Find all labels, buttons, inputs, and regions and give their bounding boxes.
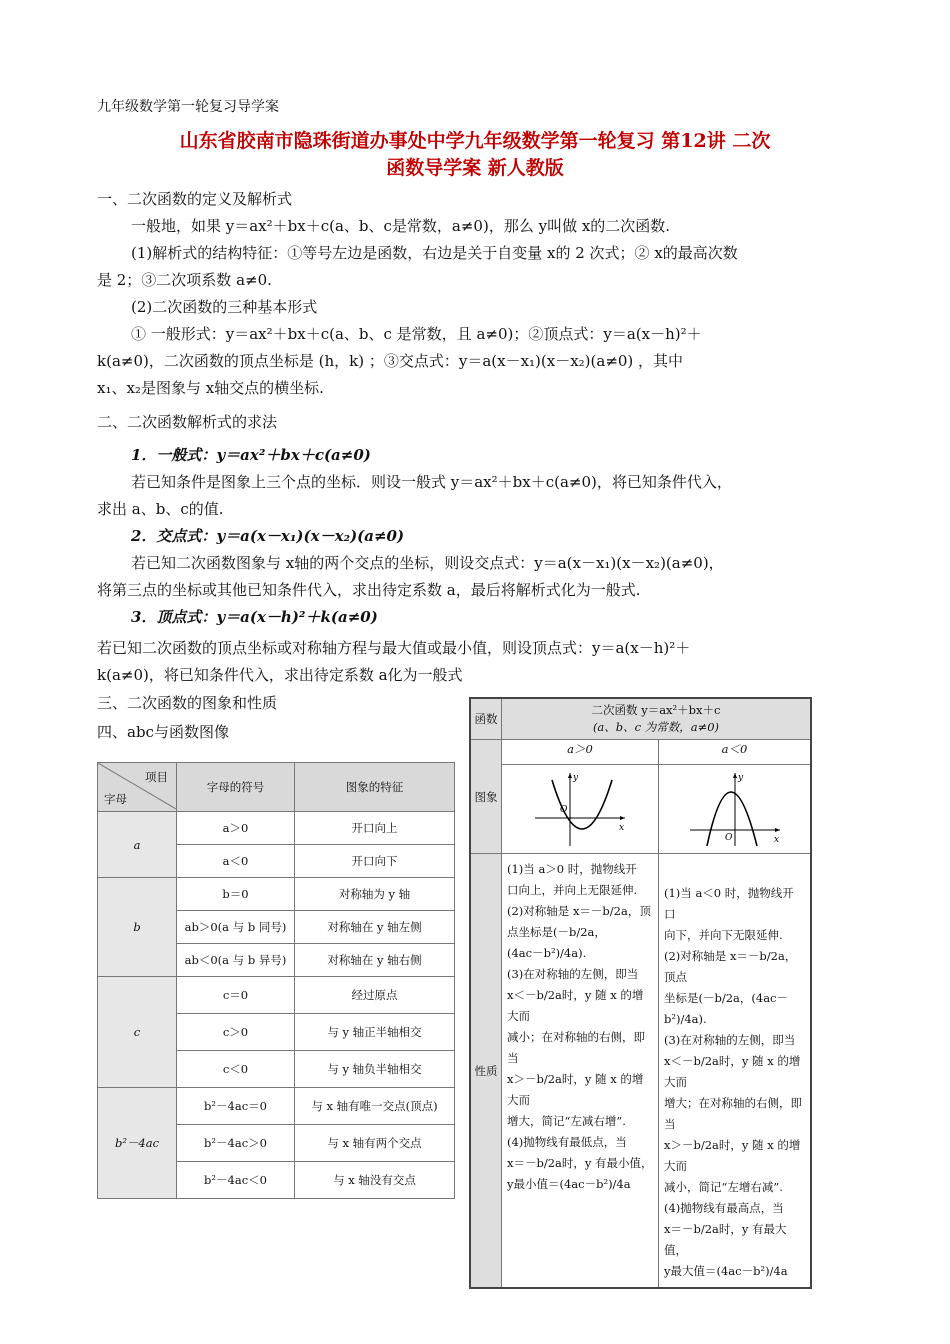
diagonal-header-cell <box>98 763 177 812</box>
sign-cell: c＞0 <box>177 1014 295 1051</box>
feature-cell: 开口向上 <box>295 812 455 845</box>
header-feature: 图象的特征 <box>295 763 455 812</box>
sign-cell: b²－4ac＞0 <box>177 1125 295 1162</box>
feature-cell: 与 y 轴正半轴相交 <box>295 1014 455 1051</box>
property-line: 向下，并向下无限延伸. <box>664 928 783 942</box>
section-2-heading: 二、二次函数解析式的求法 <box>97 413 278 431</box>
axis-x-label: x <box>619 822 625 833</box>
parabola-up-icon <box>530 768 630 848</box>
property-line: (2)对称轴是 x＝－b/2a，顶 <box>507 904 651 918</box>
header-item: 项目 <box>145 770 168 784</box>
method-2-title: 2．交点式：y＝a(x－x₁)(x－x₂)(a≠0) <box>131 527 405 545</box>
feature-cell: 对称轴在 y 轴左侧 <box>295 911 455 944</box>
property-line: x＜－b/2a时，y 随 x 的增大而 <box>507 988 644 1023</box>
group-a: a <box>98 812 177 878</box>
graph-down <box>659 765 812 854</box>
forms-line-1: ① 一般形式：y＝ax²＋bx＋c(a、b、c 是常数，且 a≠0)；②顶点式：y＝a(x－h)²＋ <box>131 325 702 343</box>
method-1-line-1: 若已知条件是图象上三个点的坐标．则设一般式 y＝ax²＋bx＋c(a≠0)，将已知条件代入， <box>131 473 732 491</box>
sign-cell: c＝0 <box>177 977 295 1014</box>
forms-line-3: x₁、x₂是图象与 x轴交点的横坐标. <box>97 379 324 397</box>
method-1-line-2: 求出 a、b、c的值. <box>97 500 224 518</box>
property-line: (3)在对称轴的左侧，即当 <box>507 967 639 981</box>
axis-y-label: y <box>573 772 579 783</box>
props-a-negative-text <box>660 855 809 1286</box>
graph-up <box>502 765 659 854</box>
property-line: 口向上，并向上无限延伸. <box>507 883 638 897</box>
doc-header: 九年级数学第一轮复习导学案 <box>97 99 279 115</box>
method-3-line-2: k(a≠0)，将已知条件代入，求出待定系数 a化为一般式 <box>97 666 463 684</box>
group-c: c <box>98 977 177 1088</box>
parabola-down-icon <box>685 768 785 848</box>
method-3-title: 3．顶点式：y＝a(x－h)²＋k(a≠0) <box>131 608 378 626</box>
forms-heading: (2)二次函数的三种基本形式 <box>131 298 318 316</box>
sign-cell: ab＞0(a 与 b 同号) <box>177 911 295 944</box>
property-line: x＜－b/2a时，y 随 x 的增大而 <box>664 1054 801 1089</box>
section-4-heading: 四、abc与函数图像 <box>97 723 229 741</box>
group-discriminant: b²－4ac <box>98 1088 177 1199</box>
property-line: (2)对称轴是 x＝－b/2a，顶点 <box>664 949 797 984</box>
sign-cell: a＞0 <box>177 812 295 845</box>
props-a-positive-text <box>503 855 657 1199</box>
property-line: x＞－b/2a时，y 随 x 的增大而 <box>507 1072 644 1107</box>
definition-paragraph: 一般地，如果 y＝ax²＋bx＋c(a、b、c是常数，a≠0)，那么 y叫做 x的二次函数. <box>131 217 671 235</box>
doc-title-line2: 函数导学案 新人教版 <box>386 157 564 179</box>
feature-cell: 对称轴在 y 轴右侧 <box>295 944 455 977</box>
abc-table <box>97 762 455 1199</box>
property-line: (4ac－b²)/4a). <box>507 946 587 960</box>
header-letter: 字母 <box>104 792 127 806</box>
func-subtitle: (a、b、c 为常数，a≠0) <box>592 720 720 734</box>
col-a-negative: a＜0 <box>659 740 812 765</box>
quadratic-properties-table <box>469 697 812 1289</box>
method-1-title: 1．一般式：y＝ax²＋bx＋c(a≠0) <box>131 446 371 464</box>
sign-cell: b＝0 <box>177 878 295 911</box>
sign-cell: c＜0 <box>177 1051 295 1088</box>
sign-cell: a＜0 <box>177 845 295 878</box>
property-line: y最大值＝(4ac－b²)/4a <box>664 1264 788 1278</box>
property-line: (1)当 a＜0 时，抛物线开口 <box>664 886 794 921</box>
feature-cell: 对称轴为 y 轴 <box>295 878 455 911</box>
graph-label: 图象 <box>470 740 502 854</box>
axis-x-label: x <box>773 834 779 845</box>
sign-cell: b²－4ac＝0 <box>177 1088 295 1125</box>
feature-cell: 与 x 轴没有交点 <box>295 1162 455 1199</box>
property-line: 减小；在对称轴的右侧，即当 <box>507 1030 645 1065</box>
property-line: (1)当 a＞0 时，抛物线开 <box>507 862 637 876</box>
feature-cell: 开口向下 <box>295 845 455 878</box>
method-3-line-1: 若已知二次函数的顶点坐标或对称轴方程与最大值或最小值，则设顶点式：y＝a(x－h)²＋ <box>97 639 691 657</box>
props-a-negative <box>659 854 812 1289</box>
section-3-heading: 三、二次函数的图象和性质 <box>97 694 278 712</box>
feature-cell: 与 y 轴负半轴相交 <box>295 1051 455 1088</box>
group-b: b <box>98 878 177 977</box>
property-line: 点坐标是(－b/2a， <box>507 925 606 939</box>
property-line: 坐标是(－b/2a，(4ac－b²)/4a). <box>664 991 788 1026</box>
props-a-positive <box>502 854 659 1289</box>
origin-label: O <box>560 804 568 815</box>
feature-cell: 与 x 轴有唯一交点(顶点) <box>295 1088 455 1125</box>
structure-line-1: (1)解析式的结构特征：①等号左边是函数，右边是关于自变量 x的 2 次式；② x的最高次数 <box>131 244 738 262</box>
method-2-line-1: 若已知二次函数图象与 x轴的两个交点的坐标，则设交点式：y＝a(x－x₁)(x－x₂)(a≠0)， <box>131 554 724 572</box>
feature-cell: 与 x 轴有两个交点 <box>295 1125 455 1162</box>
structure-line-2: 是 2；③二次项系数 a≠0. <box>97 271 272 289</box>
header-sign: 字母的符号 <box>177 763 295 812</box>
property-line: 增大；在对称轴的右侧，即当 <box>664 1096 802 1131</box>
doc-title-line1: 山东省胶南市隐珠街道办事处中学九年级数学第一轮复习 第12讲 二次 <box>179 130 771 152</box>
sign-cell: b²－4ac＜0 <box>177 1162 295 1199</box>
property-line: (4)抛物线有最低点，当 <box>507 1135 627 1149</box>
property-line: x＝－b/2a时，y 有最小值， <box>507 1156 653 1170</box>
property-line: x＝－b/2a时，y 有最大值， <box>664 1222 787 1257</box>
func-header <box>502 698 812 740</box>
feature-cell: 经过原点 <box>295 977 455 1014</box>
forms-line-2: k(a≠0)，二次函数的顶点坐标是 (h，k) ；③交点式：y＝a(x－x₁)(x－x₂)(a≠0) ，其中 <box>97 352 684 370</box>
property-line: 减小，简记“左增右减”. <box>664 1180 783 1194</box>
property-line: 增大，简记“左减右增”. <box>507 1114 626 1128</box>
method-2-line-2: 将第三点的坐标或其他已知条件代入，求出待定系数 a，最后将解析式化为一般式. <box>97 581 641 599</box>
sign-cell: ab＜0(a 与 b 异号) <box>177 944 295 977</box>
section-1-heading: 一、二次函数的定义及解析式 <box>97 190 293 208</box>
property-line: y最小值＝(4ac－b²)/4a <box>507 1177 631 1191</box>
origin-label: O <box>724 832 732 843</box>
property-line: x＞－b/2a时，y 随 x 的增大而 <box>664 1138 801 1173</box>
axis-y-label: y <box>737 772 743 783</box>
property-line: (4)抛物线有最高点，当 <box>664 1201 784 1215</box>
func-title: 二次函数 y＝ax²＋bx＋c <box>591 703 721 717</box>
col-a-positive: a＞0 <box>502 740 659 765</box>
property-line: (3)在对称轴的左侧，即当 <box>664 1033 796 1047</box>
func-label: 函数 <box>470 698 502 740</box>
property-label: 性质 <box>470 854 502 1289</box>
